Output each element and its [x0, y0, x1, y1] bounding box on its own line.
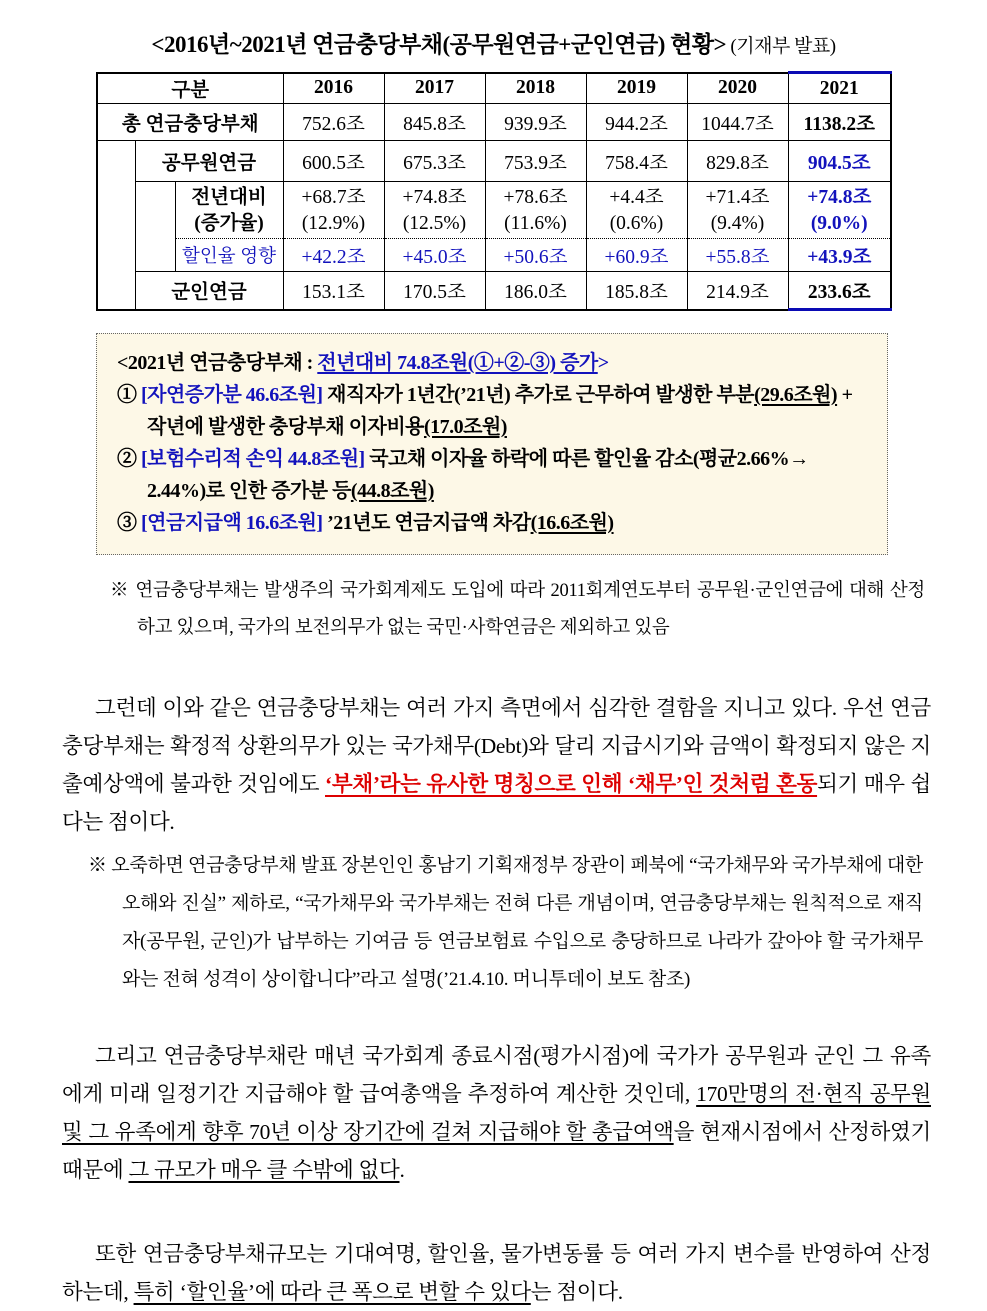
- cell: 153.1조: [283, 272, 384, 310]
- cell: 214.9조: [687, 272, 788, 310]
- table-row-civil-service-pension: [97, 141, 891, 182]
- col-header-gubun: 구분: [97, 73, 283, 104]
- cell: 758.4조: [586, 141, 687, 182]
- cell: 845.8조: [384, 104, 485, 141]
- cell: 939.9조: [485, 104, 586, 141]
- summary-item-2: ② [보험수리적 손익 44.8조원] 국고채 이자율 하락에 따른 할인율 감소(평균2.66%→: [117, 448, 809, 470]
- pension-table-wrapper: [96, 71, 987, 311]
- cell-highlight: 1138.2조: [788, 104, 891, 141]
- footnote-minister-remark: ※ 오죽하면 연금충당부채 발표 장본인인 홍남기 기획재정부 장관이 페북에 “국가채무와 국가부채에 대한 오해와 진실” 제하로, “국가채무와 국가부채는 전혀 다른 개념이며, 연금충당부채는 원칙적으로 재직자(공무원, 군인)가 납부하는 기여금 등 연금보험료 수입으로 충당하므로 나라가 갚아야 할 국가채무와는 전혀 성격이 상이합니다”라고 설명(’21.4.10. 머니투데이 보도 참조): [88, 855, 923, 990]
- cell: 600.5조: [283, 141, 384, 182]
- cell: 829.8조: [687, 141, 788, 182]
- footnote-accounting-basis: ※ 연금충당부채는 발생주의 국가회계제도 도입에 따라 2011회계연도부터 공무원·군인연금에 대해 산정하고 있으며, 국가의 보전의무가 없는 국민·사학연금은 제외하고 있음: [110, 581, 925, 638]
- row-label-yoy: [175, 182, 283, 239]
- summary-box: [96, 333, 888, 555]
- cell: +74.8조 (12.5%): [384, 182, 485, 239]
- row-label-civil-service: 공무원연금: [135, 141, 283, 182]
- cell: 1044.7조: [687, 104, 788, 141]
- cell: +60.9조: [586, 239, 687, 272]
- col-header-2017: 2017: [384, 73, 485, 104]
- table-row-military-pension: [97, 272, 891, 310]
- row-label-military: 군인연금: [135, 272, 283, 310]
- row-label-discount: 할인율 영향: [175, 239, 283, 272]
- summary-item-2-line2: 2.44%)로 인한 증가분 등(44.8조원): [147, 480, 434, 502]
- cell-highlight: 904.5조: [788, 141, 891, 182]
- pension-liability-table: [96, 71, 892, 311]
- cell: 186.0조: [485, 272, 586, 310]
- summary-item-1-line2: 작년에 발생한 충당부채 이자비용(17.0조원): [147, 416, 507, 438]
- table-row-discount-rate-effect: [97, 239, 891, 272]
- cell-highlight: 233.6조: [788, 272, 891, 310]
- indent-spacer: [135, 182, 175, 272]
- cell: 944.2조: [586, 104, 687, 141]
- cell: 675.3조: [384, 141, 485, 182]
- cell: 752.6조: [283, 104, 384, 141]
- cell-highlight: +74.8조 (9.0%): [788, 182, 891, 239]
- indent-spacer: [97, 141, 135, 310]
- page-title-suffix: (기재부 발표): [726, 36, 836, 57]
- summary-box-title-highlight: 전년대비 74.8조원(①+②-③) 증가: [317, 352, 598, 374]
- paragraph-flaws-red-highlight: ‘부채’라는 유사한 명칭으로 인해 ‘채무’인 것처럼 혼동: [325, 772, 818, 796]
- summary-item-3-tag: [연금지급액 16.6조원]: [141, 512, 323, 534]
- page-title: [0, 26, 987, 59]
- cell: +42.2조: [283, 239, 384, 272]
- row-label-yoy-line2: (증가율): [194, 213, 264, 234]
- summary-item-1: ① [자연증가분 46.6조원] 재직자가 1년간(’21년) 추가로 근무하여 발생한 부분(29.6조원) +: [117, 384, 853, 406]
- paragraph-scale: 그리고 연금충당부채란 매년 국가회계 종료시점(평가시점)에 국가가 공무원과 군인 그 유족에게 미래 일정기간 지급해야 할 급여총액을 추정하여 계산한 것인데, 170만명의 전·현직 공무원 및 그 유족에게 향후 70년 이상 장기간에 걸쳐 지급해야 할 총급여액을 현재시점에서 산정하였기 때문에 그 규모가 매우 클 수밖에 없다.: [62, 1044, 931, 1182]
- summary-item-2-tag: [보험수리적 손익 44.8조원]: [141, 448, 365, 470]
- cell: +55.8조: [687, 239, 788, 272]
- page-title-main: <2016년~2021년 연금충당부채(공무원연금+군인연금) 현황>: [151, 32, 727, 57]
- summary-box-title: <2021년 연금충당부채 : 전년대비 74.8조원(①+②-③) 증가>: [117, 352, 609, 374]
- row-label-total: 총 연금충당부채: [97, 104, 283, 141]
- paragraph-flaws: 그런데 이와 같은 연금충당부채는 여러 가지 측면에서 심각한 결함을 지니고 있다. 우선 연금충당부채는 확정적 상환의무가 있는 국가채무(Debt)와 달리 지급시기와 금액이 확정되지 않은 지출예상액에 불과한 것임에도 ‘부채’라는 유사한 명칭으로 인해 ‘채무’인 것처럼 혼동되기 매우 쉽다는 점이다.: [62, 696, 931, 834]
- cell-highlight: +43.9조: [788, 239, 891, 272]
- table-header-row: [97, 73, 891, 104]
- cell: +45.0조: [384, 239, 485, 272]
- cell: +50.6조: [485, 239, 586, 272]
- col-header-2018: 2018: [485, 73, 586, 104]
- cell: +78.6조 (11.6%): [485, 182, 586, 239]
- summary-item-1-tag: [자연증가분 46.6조원]: [141, 384, 323, 406]
- cell: 170.5조: [384, 272, 485, 310]
- col-header-2016: 2016: [283, 73, 384, 104]
- table-row-total: [97, 104, 891, 141]
- col-header-2021: 2021: [788, 73, 891, 104]
- col-header-2020: 2020: [687, 73, 788, 104]
- row-label-yoy-line1: 전년대비: [191, 187, 267, 208]
- table-row-yoy-change: [97, 182, 891, 239]
- cell: 753.9조: [485, 141, 586, 182]
- cell: +71.4조 (9.4%): [687, 182, 788, 239]
- col-header-2019: 2019: [586, 73, 687, 104]
- cell: 185.8조: [586, 272, 687, 310]
- cell: +68.7조 (12.9%): [283, 182, 384, 239]
- paragraph-variables: 또한 연금충당부채규모는 기대여명, 할인율, 물가변동률 등 여러 가지 변수를 반영하여 산정하는데, 특히 ‘할인율’에 따라 큰 폭으로 변할 수 있다는 점이다.: [62, 1242, 931, 1304]
- summary-item-3: ③ [연금지급액 16.6조원] ’21년도 연금지급액 차감(16.6조원): [117, 512, 614, 534]
- cell: +4.4조 (0.6%): [586, 182, 687, 239]
